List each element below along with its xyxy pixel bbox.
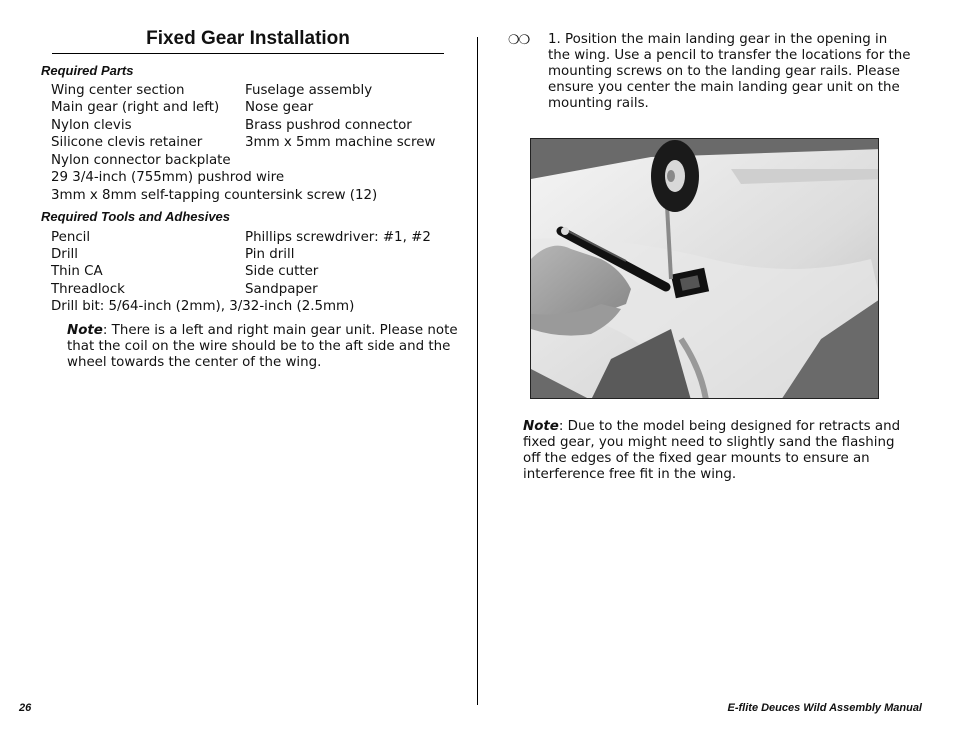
page-title: Fixed Gear Installation <box>52 28 444 54</box>
part-item: Nylon clevis <box>51 118 132 133</box>
tool-item: Side cutter <box>245 264 319 279</box>
part-item: 3mm x 8mm self-tapping countersink screw (12) <box>51 188 378 203</box>
tool-item: Thin CA <box>51 264 103 279</box>
note-gear-units: Note: There is a left and right main gear unit. Please note that the coil on the wire should be to the aft side and the wheel towards the center of the wing. <box>67 323 458 370</box>
page-number: 26 <box>19 702 32 714</box>
step-1-text: 1. Position the main landing gear in the opening in the wing. Use a pencil to transfer the locations for the mounting screws on to the landing gear rails. Please ensure you center the main landing gear unit on the mounting rails. <box>548 32 911 111</box>
landing-gear-photo-image <box>531 139 879 399</box>
part-item: Brass pushrod connector <box>245 118 412 133</box>
manual-title: E-flite Deuces Wild Assembly Manual <box>727 702 922 714</box>
note-label: Note <box>67 323 103 338</box>
tool-item: Sandpaper <box>245 282 318 297</box>
part-item: Main gear (right and left) <box>51 100 220 115</box>
landing-gear-photo <box>530 138 879 399</box>
part-item: Nose gear <box>245 100 314 115</box>
tool-item: Threadlock <box>51 282 125 297</box>
parts-heading: Required Parts <box>41 63 134 78</box>
note-label: Note <box>523 419 559 434</box>
note-sanding: Note: Due to the model being designed for retracts and fixed gear, you might need to slightly sand the flashing off the edges of the fixed gear mounts to ensure an interference free fit in the wing. <box>523 419 901 482</box>
tools-heading: Required Tools and Adhesives <box>41 209 231 224</box>
part-item: Wing center section <box>51 83 185 98</box>
tool-item: Pencil <box>51 230 91 245</box>
column-divider <box>477 37 478 705</box>
tool-item: Drill bit: 5/64-inch (2mm), 3/32-inch (2.5mm) <box>51 299 355 314</box>
tool-item: Drill <box>51 247 78 262</box>
part-item: 29 3/4-inch (755mm) pushrod wire <box>51 170 285 185</box>
part-item: 3mm x 5mm machine screw <box>245 135 436 150</box>
tool-item: Pin drill <box>245 247 295 262</box>
part-item: Fuselage assembly <box>245 83 373 98</box>
part-item: Silicone clevis retainer <box>51 135 203 150</box>
tool-item: Phillips screwdriver: #1, #2 <box>245 230 431 245</box>
step-checkbox-icon: ❍❍ <box>508 33 530 48</box>
part-item: Nylon connector backplate <box>51 153 231 168</box>
